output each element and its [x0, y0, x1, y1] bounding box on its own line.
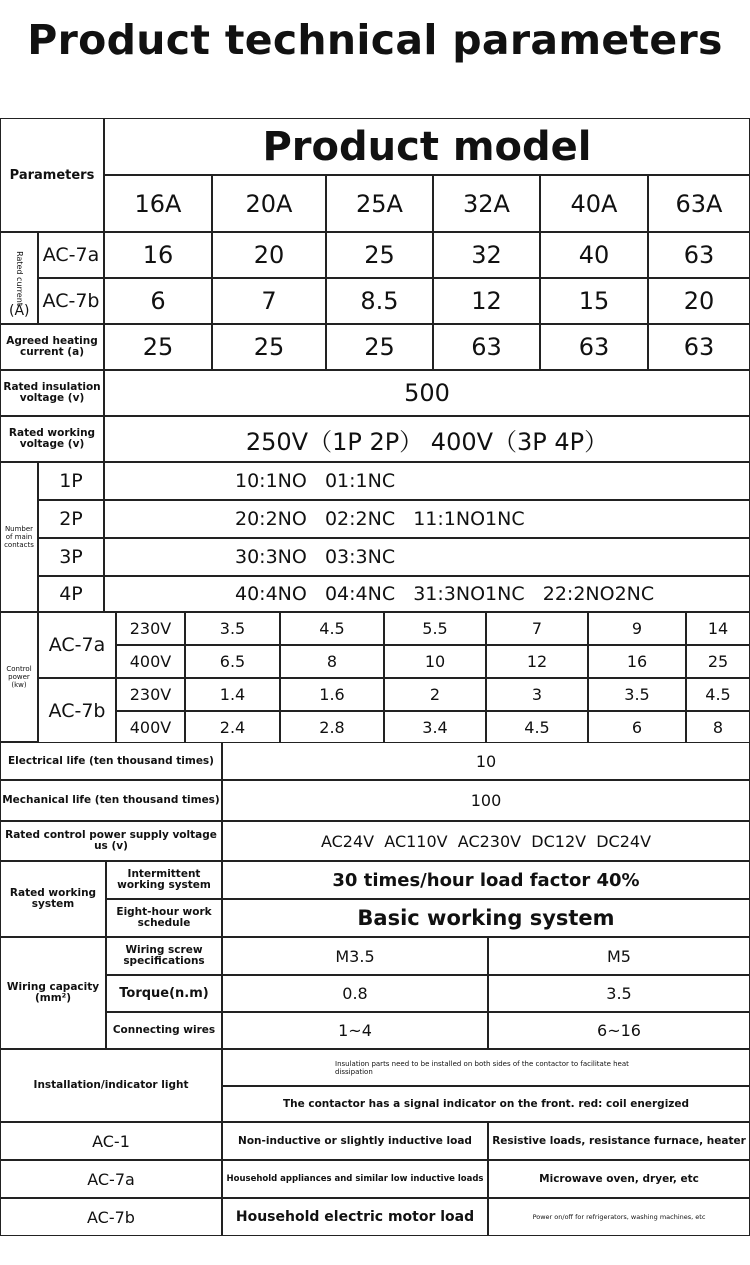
rated-current-value-text: 15: [578, 287, 610, 315]
agreed-heating-value: [104, 324, 212, 370]
working-system-row-label-text: Eight-hour work schedule: [116, 906, 212, 929]
control-power-value-text: 14: [707, 619, 729, 638]
control-power-value-text: 4.5: [319, 619, 345, 638]
rated-current-value: [540, 232, 648, 278]
control-power-group-text: AC-7a: [48, 634, 106, 656]
pole-label-text: 1P: [59, 470, 83, 492]
control-power-value: [686, 711, 750, 744]
control-power-value-text: 3.5: [624, 685, 650, 704]
model-header-text: 20A: [245, 189, 293, 218]
working-system-label-text: Rated working system: [9, 887, 97, 910]
control-power-value: [486, 645, 588, 678]
rated-current-value: [326, 278, 433, 324]
control-power-value-text: 10: [424, 652, 446, 671]
working-system-value-text: 30 times/hour load factor 40%: [332, 869, 640, 891]
wiring-capacity-label-text: Wiring capacity (mm²): [6, 981, 100, 1004]
contact-config-text: 10:1NO 01:1NC: [235, 470, 396, 492]
product-model-heading: [104, 118, 750, 175]
rated-current-value: [104, 278, 212, 324]
control-voltage: [116, 678, 185, 711]
rated-current-value-text: 8.5: [360, 287, 399, 315]
category-description: [222, 1198, 488, 1236]
installation-label: [0, 1049, 222, 1122]
category-description: [222, 1122, 488, 1160]
main-contacts-label: [0, 462, 38, 612]
wiring-row-label: [106, 937, 222, 975]
rated-current-label: [0, 232, 38, 324]
working-system-value-text: Basic working system: [357, 906, 615, 930]
working-system-value: [222, 861, 750, 899]
agreed-heating-value: [212, 324, 326, 370]
control-power-value-text: 9: [631, 619, 643, 638]
agreed-heating-value: [648, 324, 750, 370]
agreed-heating-value: [540, 324, 648, 370]
wiring-value-large: [488, 1012, 750, 1049]
working-voltage-label-text: Rated working voltage (v): [8, 427, 96, 450]
pole-label: [38, 538, 104, 576]
control-power-value-text: 1.4: [219, 685, 246, 704]
control-power-value: [280, 612, 384, 645]
contact-config-text: 40:4NO 04:4NC 31:3NO1NC 22:2NO2NC: [235, 583, 655, 605]
control-supply-label: [0, 821, 222, 861]
agreed-heating-value-text: 25: [253, 333, 285, 361]
control-voltage-text: 230V: [129, 619, 172, 638]
category-example-text: Power on/off for refrigerators, washing machines, etc: [532, 1212, 706, 1221]
electrical-life-value: [222, 742, 750, 780]
parameters-label: [0, 118, 104, 232]
model-header: [104, 175, 212, 232]
pole-label-text: 2P: [59, 508, 83, 530]
model-header-text: 16A: [134, 189, 182, 218]
category-description-text: Household appliances and similar low inductive loads: [226, 1173, 484, 1184]
agreed-heating-value-text: 25: [142, 333, 174, 361]
category-label: [0, 1198, 222, 1236]
rated-current-unit: (A): [9, 303, 30, 319]
control-power-value-text: 16: [626, 652, 648, 671]
contact-config: [104, 462, 750, 500]
wiring-row-label-text: Wiring screw specifications: [123, 944, 205, 967]
rated-current-value: [540, 278, 648, 324]
rated-current-value: [212, 278, 326, 324]
control-power-value: [280, 645, 384, 678]
model-header: [212, 175, 326, 232]
control-power-value-text: 8: [712, 718, 724, 737]
control-power-value: [185, 645, 280, 678]
mechanical-life-label-text: Mechanical life (ten thousand times): [2, 794, 220, 806]
wiring-row-label-text: Torque(n.m): [119, 986, 209, 1001]
contact-config: [104, 500, 750, 538]
control-power-value: [588, 678, 686, 711]
category-example-text: Microwave oven, dryer, etc: [539, 1172, 699, 1185]
control-voltage-text: 230V: [129, 685, 172, 704]
working-system-row-label: [106, 899, 222, 937]
model-header: [326, 175, 433, 232]
control-supply-value-text: AC24V AC110V AC230V DC12V DC24V: [320, 831, 652, 851]
control-voltage: [116, 645, 185, 678]
insulation-label: [0, 370, 104, 416]
control-voltage-text: 400V: [129, 652, 172, 671]
rated-current-value: [212, 232, 326, 278]
control-power-value-text: 3.5: [219, 619, 246, 638]
mechanical-life-value: [222, 780, 750, 821]
wiring-value-small: [222, 975, 488, 1012]
control-power-value-text: 2.4: [219, 718, 246, 737]
wiring-row-label: [106, 975, 222, 1012]
category-description: [222, 1160, 488, 1198]
control-power-value: [185, 612, 280, 645]
wiring-value-large: [488, 975, 750, 1012]
electrical-life-label: [0, 742, 222, 780]
wiring-row-label-text: Connecting wires: [112, 1024, 216, 1036]
category-label-text: AC-7a: [87, 1169, 135, 1189]
rated-current-value-text: 6: [150, 287, 166, 315]
control-voltage-text: 400V: [129, 718, 172, 737]
wiring-value-small: [222, 937, 488, 975]
rated-current-value: [104, 232, 212, 278]
model-header: [433, 175, 540, 232]
rated-current-row-label: [38, 232, 104, 278]
rated-current-value-text: 63: [683, 241, 715, 269]
rated-current-value: [433, 278, 540, 324]
category-example-text: Resistive loads, resistance furnace, heater: [492, 1134, 746, 1147]
working-system-row-label-text: Intermittent working system: [117, 868, 211, 891]
rated-current-value-text: 20: [253, 241, 285, 269]
electrical-life-label-text: Electrical life (ten thousand times): [8, 754, 214, 767]
control-power-value-text: 8: [326, 652, 338, 671]
model-header-text: 63A: [675, 189, 723, 218]
product-model-heading-text: Product model: [262, 123, 592, 170]
insulation-value: [104, 370, 750, 416]
category-example: [488, 1160, 750, 1198]
agreed-heating-value-text: 63: [471, 333, 502, 361]
control-power-value-text: 12: [526, 652, 548, 671]
control-power-value-text: 2: [429, 685, 441, 704]
control-power-value: [486, 612, 588, 645]
working-voltage-label: [0, 416, 104, 462]
control-power-value-text: 25: [707, 652, 729, 671]
rated-current-value: [326, 232, 433, 278]
control-power-value-text: 2.8: [319, 718, 345, 737]
agreed-heating-label: [0, 324, 104, 370]
wiring-value-small-text: 1~4: [338, 1021, 372, 1040]
model-header-text: 40A: [570, 189, 618, 218]
mechanical-life-label: [0, 780, 222, 821]
control-power-value-text: 1.6: [319, 685, 345, 704]
pole-label: [38, 576, 104, 612]
control-power-value: [486, 678, 588, 711]
electrical-life-value-text: 10: [475, 751, 497, 771]
rated-current-value: [648, 278, 750, 324]
wiring-capacity-label: [0, 937, 106, 1049]
rated-current-label-text: Rated current: [14, 250, 24, 306]
category-label-text: AC-1: [92, 1131, 130, 1151]
rated-current-value-text: 25: [364, 241, 395, 269]
category-label: [0, 1160, 222, 1198]
rated-current-value: [433, 232, 540, 278]
control-power-label: [0, 612, 38, 742]
contact-config-text: 30:3NO 03:3NC: [235, 546, 396, 568]
wiring-value-large-text: 6~16: [597, 1021, 641, 1040]
insulation-label-text: Rated insulation voltage (v): [3, 381, 101, 404]
agreed-heating-value: [433, 324, 540, 370]
control-power-value-text: 3: [531, 685, 543, 704]
wiring-value-large: [488, 937, 750, 975]
contact-config-text: 20:2NO 02:2NC 11:1NO1NC: [235, 508, 525, 530]
agreed-heating-value-text: 25: [364, 333, 395, 361]
category-description-text: Non-inductive or slightly inductive load: [238, 1134, 472, 1147]
control-power-value-text: 5.5: [422, 619, 448, 638]
installation-label-text: Installation/indicator light: [33, 1079, 189, 1091]
control-power-value: [588, 711, 686, 744]
model-header-text: 25A: [356, 189, 403, 218]
wiring-row-label: [106, 1012, 222, 1049]
control-supply-value: [222, 821, 750, 861]
control-power-value: [384, 711, 486, 744]
rated-current-value-text: 16: [142, 241, 174, 269]
working-system-value: [222, 899, 750, 937]
agreed-heating-value: [326, 324, 433, 370]
wiring-value-large-text: 3.5: [606, 984, 632, 1003]
control-power-value: [384, 678, 486, 711]
agreed-heating-value-text: 63: [578, 333, 610, 361]
control-power-label-text: Control power (kw): [6, 665, 32, 689]
pole-label: [38, 462, 104, 500]
rated-current-value-text: 40: [578, 241, 610, 269]
control-power-value-text: 7: [531, 619, 543, 638]
installation-note-text: Insulation parts need to be installed on both sides of the contactor to facilitate heat dissipation: [335, 1059, 629, 1076]
wiring-value-small-text: 0.8: [342, 984, 368, 1003]
wiring-value-small: [222, 1012, 488, 1049]
rated-current-row-label-text: AC-7b: [42, 290, 100, 312]
control-power-value: [185, 678, 280, 711]
control-power-value: [588, 645, 686, 678]
mechanical-life-value-text: 100: [470, 791, 502, 810]
insulation-value-text: 500: [404, 379, 450, 407]
control-power-value-text: 3.4: [422, 718, 448, 737]
control-power-value: [384, 645, 486, 678]
indicator-note-text: The contactor has a signal indicator on the front. red: coil energized: [282, 1097, 690, 1110]
control-power-value: [185, 711, 280, 744]
working-voltage-value-text: 250V（1P 2P） 400V（3P 4P）: [245, 427, 609, 456]
pole-label-text: 4P: [59, 583, 83, 605]
control-power-value: [280, 711, 384, 744]
control-power-value: [686, 678, 750, 711]
control-power-value: [280, 678, 384, 711]
contact-config: [104, 538, 750, 576]
model-header: [648, 175, 750, 232]
control-power-value: [588, 612, 686, 645]
control-power-value: [486, 711, 588, 744]
pole-label-text: 3P: [59, 546, 83, 568]
control-voltage: [116, 612, 185, 645]
rated-current-value-text: 12: [471, 287, 502, 315]
control-power-group: [38, 612, 116, 678]
category-label: [0, 1122, 222, 1160]
control-power-value-text: 4.5: [705, 685, 731, 704]
control-power-value-text: 6: [631, 718, 643, 737]
working-system-label: [0, 861, 106, 937]
rated-current-row-label: [38, 278, 104, 324]
control-power-value-text: 4.5: [524, 718, 550, 737]
rated-current-row-label-text: AC-7a: [42, 244, 100, 266]
control-power-value: [384, 612, 486, 645]
control-power-value: [686, 612, 750, 645]
page-title: Product technical parameters: [27, 16, 723, 64]
rated-current-value-text: 32: [471, 241, 502, 269]
working-system-row-label: [106, 861, 222, 899]
control-power-value-text: 6.5: [219, 652, 246, 671]
category-example: [488, 1198, 750, 1236]
main-contacts-label-text: Number of main contacts: [4, 525, 34, 549]
model-header: [540, 175, 648, 232]
indicator-note: [222, 1086, 750, 1122]
category-description-text: Household electric motor load: [235, 1208, 475, 1225]
rated-current-value: [648, 232, 750, 278]
rated-current-value-text: 20: [683, 287, 715, 315]
category-example: [488, 1122, 750, 1160]
contact-config: [104, 576, 750, 612]
wiring-value-large-text: M5: [607, 946, 631, 966]
category-label-text: AC-7b: [87, 1207, 135, 1227]
control-supply-label-text: Rated control power supply voltage us (v): [5, 829, 217, 852]
control-power-value: [686, 645, 750, 678]
model-header-text: 32A: [463, 189, 510, 218]
agreed-heating-value-text: 63: [683, 333, 715, 361]
installation-note: [222, 1049, 750, 1086]
parameters-label-text: Parameters: [9, 167, 95, 183]
control-power-group: [38, 678, 116, 744]
pole-label: [38, 500, 104, 538]
rated-current-value-text: 7: [261, 287, 277, 315]
working-voltage-value: [104, 416, 750, 462]
agreed-heating-label-text: Agreed heating current (a): [6, 335, 98, 358]
control-voltage: [116, 711, 185, 744]
control-power-group-text: AC-7b: [48, 700, 106, 722]
wiring-value-small-text: M3.5: [335, 946, 375, 966]
